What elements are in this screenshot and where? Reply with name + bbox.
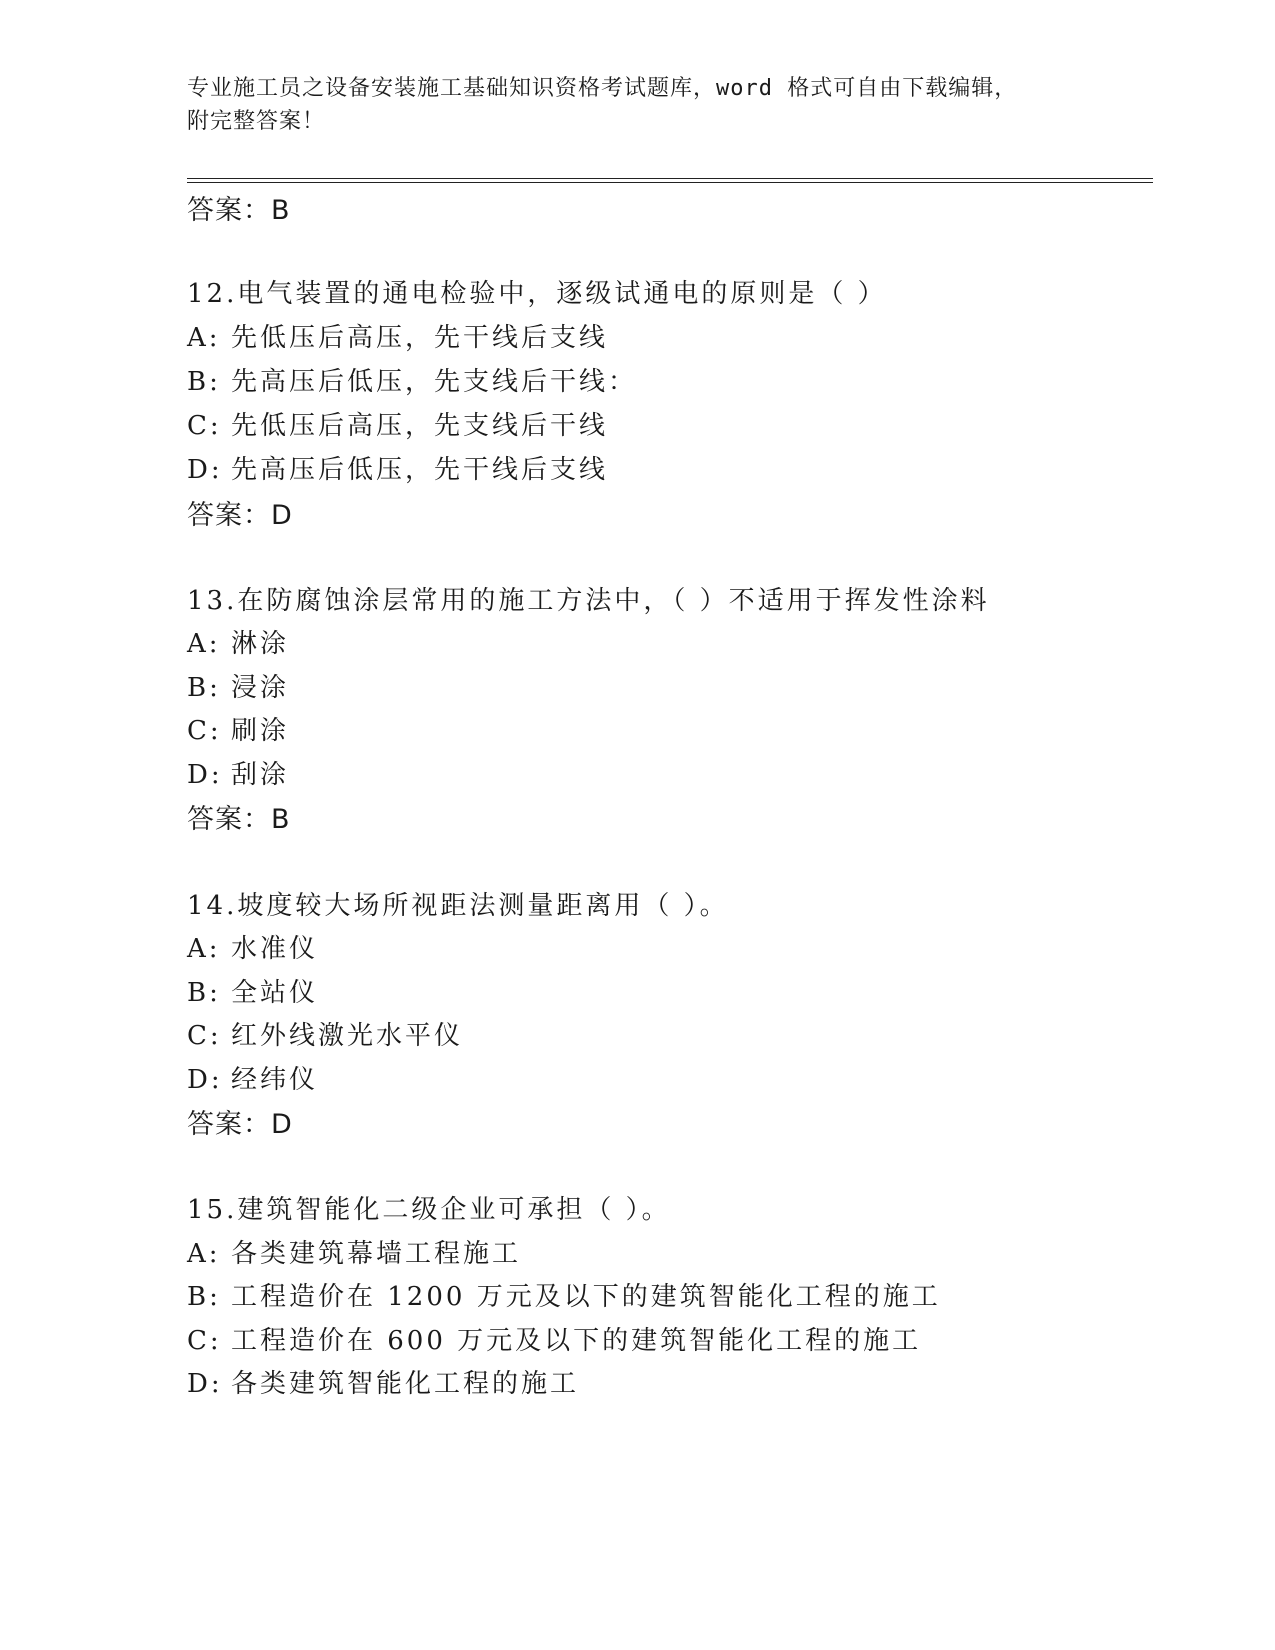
question-14-option-b [187, 972, 318, 1009]
option-key: C: [187, 411, 222, 441]
option-text: 经纬仪 [231, 1065, 319, 1095]
option-text: 刮涂 [231, 760, 290, 790]
question-13-option-d [187, 754, 289, 791]
question-12-option-a [187, 317, 608, 354]
question-14-option-c [187, 1015, 463, 1052]
option-text: 全站仪 [231, 978, 319, 1008]
question-15-option-b [187, 1276, 941, 1313]
question-12-answer: 答案：D [187, 500, 293, 531]
option-key: C: [187, 1021, 222, 1051]
option-key: C: [187, 716, 222, 746]
option-key: B: [187, 1282, 221, 1312]
header-divider-top [187, 178, 1153, 179]
question-14-title: 14.坡度较大场所视距法测量距离用（ ）。 [187, 891, 729, 921]
question-13-option-a [187, 623, 289, 660]
question-13-title: 13.在防腐蚀涂层常用的施工方法中，（ ）不适用于挥发性涂料 [187, 586, 990, 616]
option-text: 刷涂 [231, 716, 290, 746]
option-key: A: [187, 934, 221, 964]
question-15-title: 15.建筑智能化二级企业可承担（ ）。 [187, 1195, 671, 1225]
option-text: 红外线激光水平仪 [231, 1021, 464, 1051]
option-text: 先低压后高压，先干线后支线 [231, 323, 609, 353]
header-divider-bottom [187, 182, 1153, 183]
option-text: 先高压后低压，先干线后支线 [231, 455, 609, 485]
option-key: A: [187, 1239, 221, 1269]
option-key: D: [187, 760, 223, 790]
question-12-title: 12.电气装置的通电检验中，逐级试通电的原则是（ ） [187, 279, 887, 309]
question-14-answer: 答案：D [187, 1109, 293, 1140]
question-12-option-c [187, 405, 608, 442]
option-key: D: [187, 455, 223, 485]
option-text: 淋涂 [231, 629, 290, 659]
question-13-option-b [187, 667, 289, 704]
option-key: B: [187, 673, 221, 703]
option-text: 各类建筑幕墙工程施工 [231, 1239, 522, 1269]
question-14-option-d [187, 1059, 318, 1096]
option-key: A: [187, 629, 221, 659]
question-12-option-b [187, 361, 637, 398]
option-key: D: [187, 1369, 223, 1399]
option-text: 水准仪 [231, 934, 319, 964]
question-13-answer: 答案：B [187, 804, 291, 835]
option-text: 先高压后低压，先支线后干线： [231, 367, 638, 397]
option-text: 先低压后高压，先支线后干线 [231, 411, 609, 441]
previous-answer: 答案：B [187, 195, 291, 226]
header-line-1: 专业施工员之设备安装施工基础知识资格考试题库，word 格式可自由下载编辑， [187, 76, 1018, 101]
option-key: B: [187, 367, 221, 397]
option-text: 工程造价在 1200 万元及以下的建筑智能化工程的施工 [231, 1282, 941, 1312]
question-15-option-c [187, 1320, 921, 1357]
header-line-2: 附完整答案！ [187, 109, 326, 134]
question-12-option-d [187, 449, 608, 486]
question-14-option-a [187, 928, 318, 965]
document-header [187, 72, 1067, 138]
option-key: C: [187, 1326, 222, 1356]
question-15-option-a [187, 1233, 521, 1270]
option-text: 工程造价在 600 万元及以下的建筑智能化工程的施工 [231, 1326, 922, 1356]
option-key: A: [187, 323, 221, 353]
option-text: 浸涂 [231, 673, 290, 703]
question-15-option-d [187, 1363, 579, 1400]
option-text: 各类建筑智能化工程的施工 [231, 1369, 580, 1399]
question-13-option-c [187, 710, 289, 747]
option-key: D: [187, 1065, 223, 1095]
option-key: B: [187, 978, 221, 1008]
